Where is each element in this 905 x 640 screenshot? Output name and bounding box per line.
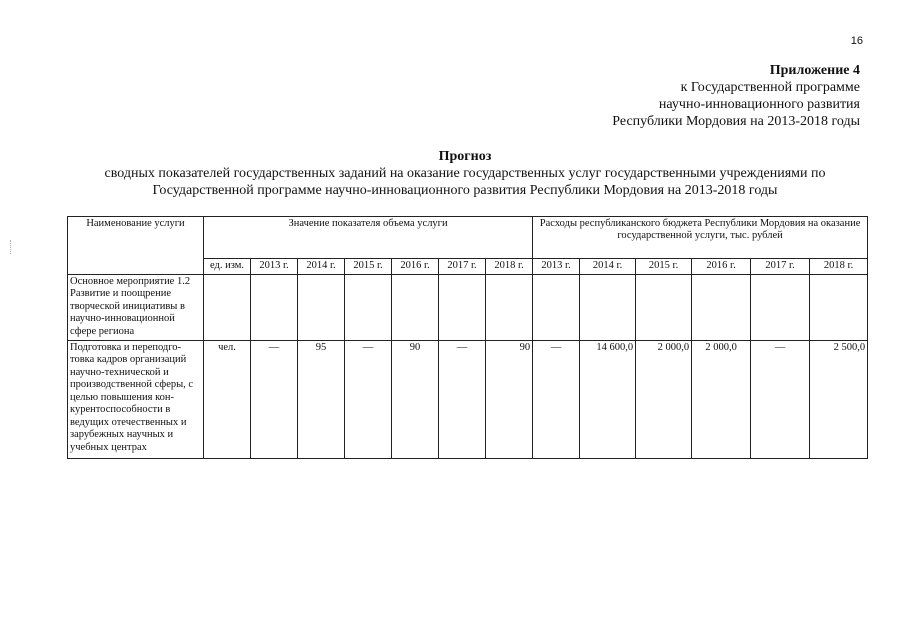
table-cell: 95 (298, 340, 345, 458)
table-row (68, 274, 868, 340)
appendix-line: к Государственной программе (680, 80, 860, 95)
table-cell: — (439, 340, 486, 458)
table-cell (251, 274, 298, 340)
table-cell (298, 274, 345, 340)
title-heading: Прогноз (438, 149, 492, 164)
table-cell: 2 500,0 (810, 340, 868, 458)
table-cell (204, 274, 251, 340)
subheader-year: 2016 г. (392, 259, 439, 275)
table-row (68, 340, 868, 458)
table-cell (810, 274, 868, 340)
header-volume-group: Значение показателя объема услуги (204, 217, 533, 259)
table-cell (486, 274, 533, 340)
forecast-table (67, 216, 868, 459)
appendix-line: научно-инновационного развития (658, 97, 860, 112)
subheader-year: 2014 г. (580, 259, 636, 275)
appendix-heading: Приложение 4 (769, 63, 860, 78)
table-cell: — (533, 340, 580, 458)
appendix-line: Республики Мордовия на 2013-2018 годы (612, 114, 860, 129)
appendix-block (560, 62, 860, 130)
table-cell (636, 274, 692, 340)
subheader-year: 2017 г. (439, 259, 486, 275)
table-cell: — (251, 340, 298, 458)
subheader-unit: ед. изм. (204, 259, 251, 275)
subheader-year: 2015 г. (345, 259, 392, 275)
table-cell (580, 274, 636, 340)
table-cell (533, 274, 580, 340)
row-service-name: Основное мероприятие 1.2 Развитие и поощрение творческой инициативы в научно-инновационной сфере региона (68, 274, 204, 340)
scan-margin-mark (10, 240, 12, 254)
subheader-year: 2015 г. (636, 259, 692, 275)
subheader-year: 2017 г. (751, 259, 810, 275)
subheader-year: 2018 г. (810, 259, 868, 275)
table-cell (751, 274, 810, 340)
table-header-row (68, 217, 868, 259)
header-expense-group: Расходы республиканского бюджета Республики Мордовия на оказание государственной услуги, тыс. рублей (533, 217, 868, 259)
table-cell (345, 274, 392, 340)
table-cell-unit: чел. (204, 340, 251, 458)
table-cell: 90 (392, 340, 439, 458)
title-line: Государственной программе научно-инновационного развития Республики Мордовия на 2013-2018 годы (152, 183, 778, 198)
subheader-year: 2014 г. (298, 259, 345, 275)
table-cell: 90 (486, 340, 533, 458)
row-service-name: Подготовка и переподго-товка кадров организаций научно-технической и производственной сферы, с целью повышения кон-курентоспособности в ведущих отечественных и зарубежных научных и учебных центрах (68, 340, 204, 458)
table-cell: 14 600,0 (580, 340, 636, 458)
table-cell (692, 274, 751, 340)
title-line: сводных показателей государственных заданий на оказание государственных услуг государственными учреждениями по (104, 166, 826, 181)
table-cell: — (751, 340, 810, 458)
table-cell: 2 000,0 (692, 340, 751, 458)
table-cell: — (345, 340, 392, 458)
table-cell (439, 274, 486, 340)
subheader-year: 2018 г. (486, 259, 533, 275)
subheader-year: 2013 г. (533, 259, 580, 275)
table-cell: 2 000,0 (636, 340, 692, 458)
subheader-year: 2013 г. (251, 259, 298, 275)
subheader-year: 2016 г. (692, 259, 751, 275)
document-title (60, 148, 870, 199)
page-number: 16 (850, 35, 863, 47)
header-service-name: Наименование услуги (68, 217, 204, 275)
table-cell (392, 274, 439, 340)
